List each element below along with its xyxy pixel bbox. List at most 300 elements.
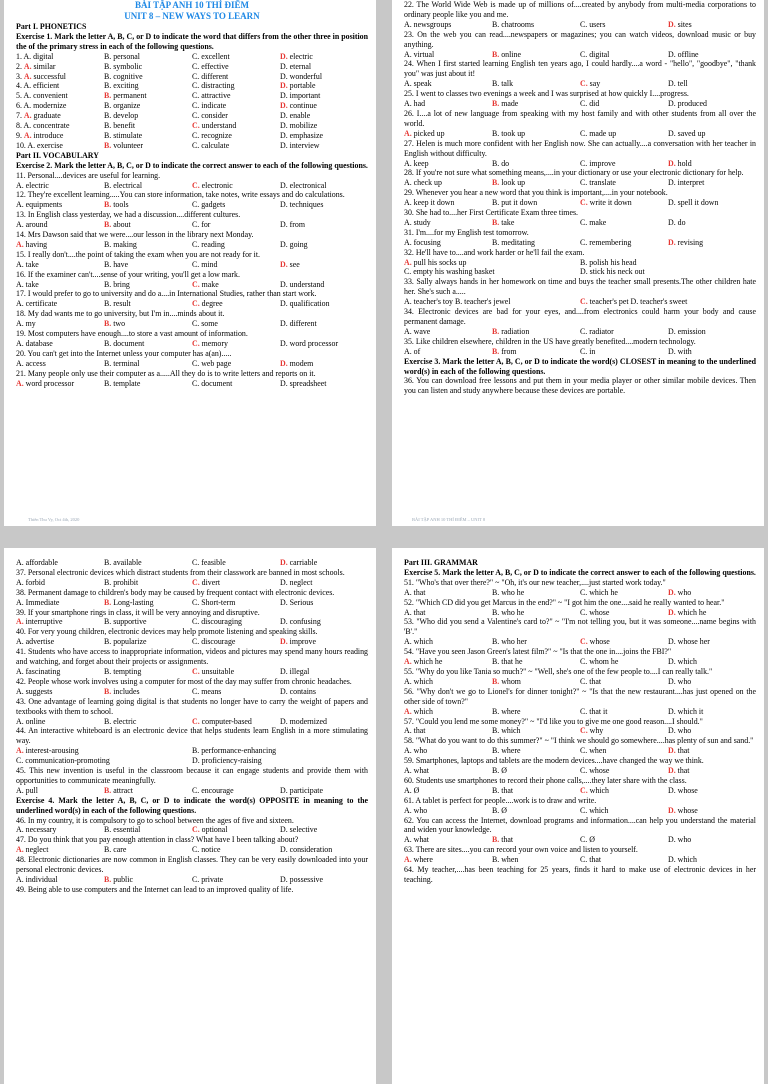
answer-option: 10. A. exercise — [16, 140, 63, 150]
question-text: 14. Mrs Dawson said that we were....our lesson in the library next Monday. — [16, 230, 254, 240]
answer-options — [16, 299, 368, 309]
answer-letter: B. — [492, 346, 500, 356]
answer-options — [404, 637, 756, 647]
answer-option: C. that — [580, 676, 602, 686]
answer-option: C. mind — [192, 259, 218, 269]
answer-option: B. tools — [104, 200, 129, 210]
answer-option: A. forbid — [16, 577, 45, 587]
answer-option: B. radiation — [492, 326, 530, 336]
answer-letter: A. — [404, 657, 412, 667]
answer-letter: D. — [280, 637, 288, 647]
answer-options — [404, 608, 756, 618]
answer-option: A. equipments — [16, 200, 63, 210]
worksheet-subtitle: UNIT 8 – NEW WAYS TO LEARN — [124, 11, 260, 21]
answer-option: B. care — [104, 845, 127, 855]
question-text: 45. This new invention is useful in the classroom because it can engage students and provide them with opportunities to communicate meaningfully. — [16, 766, 368, 785]
question-text: 51. "Who's that over there?" ~ "Oh, it's our new teacher,....just started work today." — [404, 577, 666, 587]
worksheet-page-4 — [392, 548, 764, 1084]
answer-option: D. Serious — [280, 597, 314, 607]
answer-options — [16, 687, 368, 697]
answer-option: A. that — [404, 587, 426, 597]
question-text: 28. If you're not sure what something means,....in your dictionary or use your electronic dictionary for help. — [404, 168, 744, 178]
answer-options — [404, 159, 756, 169]
answer-option: D. that — [668, 766, 690, 776]
answer-letter: C. — [192, 577, 200, 587]
answer-option: B. performance-enhancing — [192, 746, 277, 756]
answer-option: C. users — [580, 19, 606, 29]
answer-options — [16, 717, 368, 727]
answer-options — [16, 875, 368, 885]
answer-options — [16, 111, 368, 121]
question-text: 18. My dad wants me to go university, but I'm in....minds about it. — [16, 309, 225, 319]
answer-option: D. do — [668, 217, 686, 227]
answer-letter: D. — [280, 358, 288, 368]
answer-option: B. look up — [492, 178, 526, 188]
answer-option: C. degree — [192, 299, 223, 309]
answer-option: A. take — [16, 259, 39, 269]
question-text: 56. "Why don't we go to Lionel's for dinner tonight?" ~ "Is that the new restaurant....has just opened on the other side of town?" — [404, 686, 756, 706]
answer-option: B. Ø — [492, 766, 507, 776]
answer-option: B. that — [492, 835, 514, 845]
answer-options — [16, 379, 368, 389]
answer-options — [404, 297, 756, 307]
answer-option: A. fascinating — [16, 666, 61, 676]
answer-option: B. personal — [104, 51, 140, 61]
answer-option: C. digital — [580, 49, 610, 59]
answer-letter: A. — [16, 617, 24, 627]
question-text: 38. Permanent damage to children's body may be caused by frequent contact with electronic devices. — [16, 587, 335, 597]
answer-option: B. benefit — [104, 121, 136, 131]
answer-options — [16, 339, 368, 349]
answer-letter: A. — [16, 239, 24, 249]
question-text: 40. For very young children, electronic devices may help promote listening and speaking skills. — [16, 627, 318, 637]
answer-options — [404, 855, 756, 865]
answer-option: D. modernized — [280, 716, 327, 726]
answer-option: C. distracting — [192, 81, 235, 91]
answer-option: C. that it — [580, 706, 608, 716]
answer-option: C. divert — [192, 577, 221, 587]
answer-options — [16, 181, 368, 191]
question-text: 29. Whenever you hear a new word that you think is important,....in your notebook. — [404, 188, 668, 198]
answer-options — [16, 81, 368, 91]
answer-options — [16, 91, 368, 101]
answer-option: B. which — [492, 726, 521, 736]
answer-option: 6. A. modernize — [16, 101, 67, 111]
answer-option: C. effective — [192, 61, 229, 71]
answer-letter: D. — [280, 81, 288, 91]
answer-option: B. two — [104, 319, 126, 329]
answer-option: B. that he — [492, 657, 523, 667]
question-text: 41. Students who have access to inappropriate information, videos and pictures may spend many hours reading and watching, and forget about their projects or assignments. — [16, 647, 368, 667]
question-text: 47. Do you think that you pay enough attention in class? What have I been talking about? — [16, 835, 299, 845]
answer-option: A. of — [404, 346, 421, 356]
answer-option: C. remembering — [580, 237, 632, 247]
answer-option: B. take — [492, 217, 515, 227]
answer-option: C. gadgets — [192, 200, 226, 210]
answer-options — [404, 327, 756, 337]
question-text: 15. I really don't....the point of taking the exam when you are not ready for it. — [16, 249, 260, 259]
answer-option: 7. A. graduate — [16, 111, 61, 121]
answer-letter: B. — [492, 178, 500, 188]
question-text: 54. "Have you seen Jason Green's latest film?" ~ "Is that the one in....joins the FBI?" — [404, 647, 672, 657]
worksheet-title: BÀI TẬP ANH 10 THÍ ĐIỂM — [135, 0, 249, 10]
answer-options — [16, 746, 368, 756]
answer-letter: B. — [492, 835, 500, 845]
answer-option: C. improve — [580, 158, 616, 168]
answer-option: 9. A. introduce — [16, 130, 64, 140]
answer-option: A. pull his socks up — [404, 257, 467, 267]
answer-option: 1. A. digital — [16, 51, 54, 61]
answer-option: D. stick his neck out — [580, 267, 645, 277]
answer-options — [16, 220, 368, 230]
question-text: 23. On the web you can read....newspapers or magazines; you can watch videos, download music or buy anything. — [404, 29, 756, 49]
answer-option: B. Long-lasting — [104, 597, 154, 607]
answer-option: C. make — [192, 279, 219, 289]
question-text: 42. People whose work involves using a computer for most of the day may suffer from chronic headaches. — [16, 676, 352, 686]
answer-letter: B. — [492, 676, 500, 686]
answer-option: A. affordable — [16, 558, 58, 567]
answer-option: D. electric — [280, 51, 313, 61]
answer-letter: C. — [580, 785, 588, 795]
answer-letter: B. — [492, 326, 500, 336]
answer-option: C. Ø — [580, 835, 595, 845]
page-content — [404, 558, 756, 885]
answer-option: D. offline — [668, 49, 699, 59]
answer-options — [404, 746, 756, 756]
answer-letter: C. — [192, 339, 200, 348]
answer-option: B. where — [492, 706, 521, 716]
answer-options — [16, 319, 368, 329]
answer-option: A. take — [16, 279, 39, 289]
answer-option: A. that — [404, 726, 426, 736]
answer-option: D. illegal — [280, 666, 310, 676]
answer-options — [404, 258, 756, 268]
answer-option: D. tell — [668, 79, 688, 89]
answer-options — [404, 218, 756, 228]
answer-option: C. optional — [192, 825, 228, 835]
answer-option: C. whose — [580, 766, 610, 776]
answer-option: A. which — [404, 637, 433, 647]
answer-options — [16, 52, 368, 62]
question-text: 37. Personal electronic devices which distract students from their classwork are banned in most schools. — [16, 567, 345, 577]
answer-option: A. newsgroups — [404, 19, 452, 29]
answer-option: B. terminal — [104, 358, 140, 368]
answer-option: 4. A. efficient — [16, 81, 60, 91]
answer-option: A. word processor — [16, 378, 75, 388]
answer-letter: C. — [580, 637, 588, 647]
answer-option: B. document — [104, 339, 145, 348]
answer-option: C. say — [580, 79, 601, 89]
answer-option: A. necessary — [16, 825, 57, 835]
answer-option: C. for — [192, 220, 211, 230]
answer-letter: B. — [492, 217, 500, 227]
question-text: 16. If the examiner can't....sense of your writing, you'll get a low mark. — [16, 269, 240, 279]
question-text: 11. Personal....devices are useful for learning. — [16, 170, 161, 180]
answer-option: B. organize — [104, 101, 141, 111]
answer-option: D. with — [668, 346, 692, 356]
answer-letter: A. — [16, 378, 24, 388]
answer-options — [404, 677, 756, 687]
answer-option: D. carriable — [280, 558, 318, 567]
answer-option: B. have — [104, 259, 129, 269]
answer-option: B. talk — [492, 79, 514, 89]
answer-options — [16, 637, 368, 647]
answer-option: D. which he — [668, 607, 707, 617]
answer-option: C. encourage — [192, 785, 234, 795]
answer-option: B. volunteer — [104, 140, 144, 150]
answer-option: B. do — [492, 158, 510, 168]
answer-option: B. tempting — [104, 666, 142, 676]
answer-options — [16, 558, 368, 568]
answer-option: B. includes — [104, 686, 140, 696]
question-text: 19. Most computers have enough....to store a vast amount of information. — [16, 329, 248, 339]
question-text: 20. You can't get into the Internet unless your computer has a(an)..... — [16, 348, 232, 358]
question-text: 59. Smartphones, laptops and tablets are the modern devices....have changed the way we think. — [404, 756, 704, 766]
answer-option: A. electric — [16, 180, 49, 190]
answer-option: C. discouraging — [192, 617, 242, 627]
question-text: 22. The World Wide Web is made up of millions of....created by anybody from multi-media corporations to ordinary people like you and me. — [404, 0, 756, 19]
answer-option: B. cognitive — [104, 71, 143, 81]
worksheet-page-3 — [4, 548, 376, 1084]
answer-option: D. who — [668, 587, 692, 597]
answer-letter: B. — [104, 785, 112, 795]
answer-letter: D. — [668, 158, 676, 168]
answer-letter: A. — [404, 128, 412, 138]
answer-option: C. why — [580, 726, 604, 736]
answer-options — [16, 359, 368, 369]
answer-option: 8. A. concentrate — [16, 121, 70, 131]
question-text: 49. Being able to use computers and the Internet can lead to an improved quality of life. — [16, 884, 294, 894]
question-text: 53. "Who did you send a Valentine's card to?" ~ "I'm not telling you, but it was someone....name begins with 'B'." — [404, 617, 756, 637]
answer-option: 5. A. convenient — [16, 91, 68, 101]
answer-letter: A. — [16, 845, 24, 855]
question-text: 61. A tablet is perfect for people....work is to draw and write. — [404, 795, 597, 805]
answer-option: A. Ø — [404, 785, 420, 795]
answer-letter: C. — [192, 279, 200, 289]
answer-option: D. neglect — [280, 577, 313, 587]
answer-option: B. available — [104, 558, 142, 567]
answer-option: D. whose — [668, 785, 698, 795]
answer-option: A. study — [404, 217, 431, 227]
answer-option: B. stimulate — [104, 130, 143, 140]
question-text: 60. Students use smartphones to record their phone calls,....they later share with the class. — [404, 775, 687, 785]
answer-option: B. template — [104, 378, 141, 388]
answer-letter: C. — [580, 79, 588, 89]
answer-option: D. contains — [280, 686, 316, 696]
answer-option: A. where — [404, 855, 433, 865]
answer-options — [16, 786, 368, 796]
answer-options — [16, 260, 368, 270]
answer-option: A. who — [404, 805, 428, 815]
answer-option: B. electric — [104, 716, 137, 726]
answer-options — [16, 578, 368, 588]
answer-options — [404, 726, 756, 736]
answer-option: A. teacher's toy B. teacher's jewel — [404, 297, 511, 307]
answer-option: D. modem — [280, 358, 314, 368]
answer-option: A. interruptive — [16, 617, 63, 627]
answer-letter: D. — [280, 558, 288, 567]
answer-option: A. which — [404, 676, 433, 686]
answer-option: D. eternal — [280, 61, 312, 71]
answer-option: D. revising — [668, 237, 704, 247]
answer-option: D. which it — [668, 706, 704, 716]
answer-option: D. important — [280, 91, 321, 101]
answer-option: B. polish his head — [580, 257, 637, 267]
answer-option: C. write it down — [580, 198, 632, 208]
answer-option: C. electronic — [192, 180, 233, 190]
page-content — [16, 558, 368, 895]
answer-option: B. exciting — [104, 81, 139, 91]
answer-letter: B. — [104, 319, 112, 329]
answer-option: A. virtual — [404, 49, 435, 59]
question-text: 64. My teacher,....has been teaching for 25 years, finds it hard to make use of electronic devices in her teaching. — [404, 865, 756, 884]
answer-letter: A. — [404, 257, 412, 267]
answer-option: C. different — [192, 71, 229, 81]
answer-options — [16, 200, 368, 210]
answer-option: B. making — [104, 239, 137, 249]
answer-option: B. permanent — [104, 91, 147, 101]
answer-option: C. understand — [192, 121, 237, 131]
answer-option: A. Immediate — [16, 597, 60, 607]
answer-option: D. from — [280, 220, 305, 230]
answer-options — [404, 198, 756, 208]
answer-options — [16, 598, 368, 608]
answer-letter: B. — [104, 875, 112, 884]
exercise-instruction: Exercise 5. Mark the letter A, B, C, or D to indicate the correct answer to each of the following questions. — [404, 567, 756, 577]
answer-option: B. symbolic — [104, 61, 143, 71]
answer-option: D. whose — [668, 805, 698, 815]
answer-option: B. meditating — [492, 237, 535, 247]
answer-option: B. when — [492, 855, 519, 865]
question-text: 39. If your smartphone rings in class, it will be very annoying and disruptive. — [16, 607, 260, 617]
answer-option: B. who he — [492, 607, 525, 617]
answer-option: A. what — [404, 835, 429, 845]
answer-option: A. that — [404, 607, 426, 617]
answer-option: C. that — [580, 855, 602, 865]
answer-option: D. saved up — [668, 128, 706, 138]
answer-letter: D. — [280, 101, 288, 111]
answer-option: C. calculate — [192, 140, 230, 150]
answer-option: B. prohibit — [104, 577, 139, 587]
answer-option: C. means — [192, 686, 222, 696]
answer-option: D. produced — [668, 99, 708, 109]
answer-option: D. emission — [668, 326, 706, 336]
answer-option: C. did — [580, 99, 600, 109]
answer-letter: A. — [23, 71, 32, 81]
answer-option: C. excellent — [192, 51, 230, 61]
answer-option: D. interpret — [668, 178, 705, 188]
page-content — [16, 22, 368, 389]
answer-options — [16, 141, 368, 151]
answer-letter: C. — [192, 121, 200, 131]
answer-letter: B. — [492, 99, 500, 109]
answer-options — [16, 62, 368, 72]
question-text: 58. "What do you want to do this summer?" ~ "I think we should go somewhere....has plenty of sun and sand." — [404, 736, 754, 746]
answer-option: C. translate — [580, 178, 616, 188]
answer-option: A. individual — [16, 875, 58, 884]
answer-option: A. access — [16, 358, 46, 368]
answer-option: C. communication-promoting — [16, 756, 110, 766]
answer-option: C. consider — [192, 111, 228, 121]
answer-letter: B. — [104, 220, 112, 230]
answer-option: D. techniques — [280, 200, 324, 210]
question-text: 43. One advantage of learning going digital is that students no longer have to carry the weight of papers and textbooks with them to school. — [16, 696, 368, 716]
answer-option: D. see — [280, 259, 300, 269]
answer-option: D. that — [668, 746, 690, 756]
answer-option: C. teacher's pet D. teacher's sweet — [580, 297, 688, 307]
worksheet-page-1 — [4, 0, 376, 526]
question-text: 27. Helen is much more confident with her English now. She can actually....a conversation with her teacher in English without difficulty. — [404, 138, 756, 158]
answer-options — [404, 707, 756, 717]
answer-option: A. neglect — [16, 845, 49, 855]
answer-option: B. put it down — [492, 198, 538, 208]
answer-options — [404, 238, 756, 248]
answer-option: B. who he — [492, 587, 525, 597]
answer-option: B. took up — [492, 128, 526, 138]
section-heading: Part III. GRAMMAR — [404, 558, 478, 567]
answer-options — [404, 20, 756, 30]
answer-option: D. understand — [280, 279, 325, 289]
answer-options — [404, 786, 756, 796]
answer-letter: C. — [192, 666, 200, 676]
answer-option: D. spreadsheet — [280, 378, 327, 388]
exercise-instruction: Exercise 4. Mark the letter A, B, C, or D to indicate the word(s) OPPOSITE in meaning to the underlined word(s) in each of the following questions. — [16, 795, 368, 815]
question-text: 62. You can access the Internet, download programs and information....can help you understand the material and widen your knowledge. — [404, 815, 756, 835]
answer-option: D. continue — [280, 101, 317, 111]
answer-option: A. speak — [404, 79, 432, 89]
answer-letter: A. — [23, 61, 32, 71]
answer-option: D. word processor — [280, 339, 339, 348]
answer-option: D. interview — [280, 140, 320, 150]
answer-letter: D. — [668, 805, 676, 815]
answer-option: D. emphasize — [280, 130, 323, 140]
answer-option: B. from — [492, 346, 517, 356]
section-heading: Part I. PHONETICS — [16, 22, 87, 31]
answer-option: D. wonderful — [280, 71, 323, 81]
answer-option: A. what — [404, 766, 429, 776]
answer-option: D. which — [668, 657, 697, 667]
question-text: 26. I....a lot of new language from speaking with my host family and with other students from all over the world. — [404, 108, 756, 128]
answer-letter: D. — [668, 607, 676, 617]
answer-options — [404, 79, 756, 89]
answer-letter: C. — [580, 726, 588, 736]
answer-options — [404, 766, 756, 776]
answer-option: A. suggests — [16, 686, 53, 696]
answer-letter: A. — [404, 706, 412, 716]
answer-option: A. my — [16, 319, 36, 329]
answer-option: A. advertise — [16, 637, 55, 647]
answer-options — [16, 756, 368, 766]
answer-letter: D. — [280, 51, 288, 61]
question-text: 12. They're excellent learning.....You can store information, take notes, write essays and do calculations. — [16, 190, 345, 200]
answer-option: B. Ø — [492, 805, 507, 815]
answer-options — [16, 825, 368, 835]
answer-options — [16, 72, 368, 82]
answer-letter: B. — [104, 91, 112, 101]
answer-option: C. whose — [580, 607, 610, 617]
answer-letter: B. — [104, 140, 112, 150]
answer-option: A. pull — [16, 785, 38, 795]
answer-option: B. that — [492, 785, 514, 795]
answer-option: C. Short-term — [192, 597, 236, 607]
answer-option: D. portable — [280, 81, 316, 91]
answer-option: D. electronical — [280, 180, 327, 190]
answer-option: D. confusing — [280, 617, 321, 627]
answer-option: C. make — [580, 217, 607, 227]
answer-options — [404, 806, 756, 816]
answer-letter: D. — [280, 259, 288, 269]
answer-option: B. made — [492, 99, 519, 109]
